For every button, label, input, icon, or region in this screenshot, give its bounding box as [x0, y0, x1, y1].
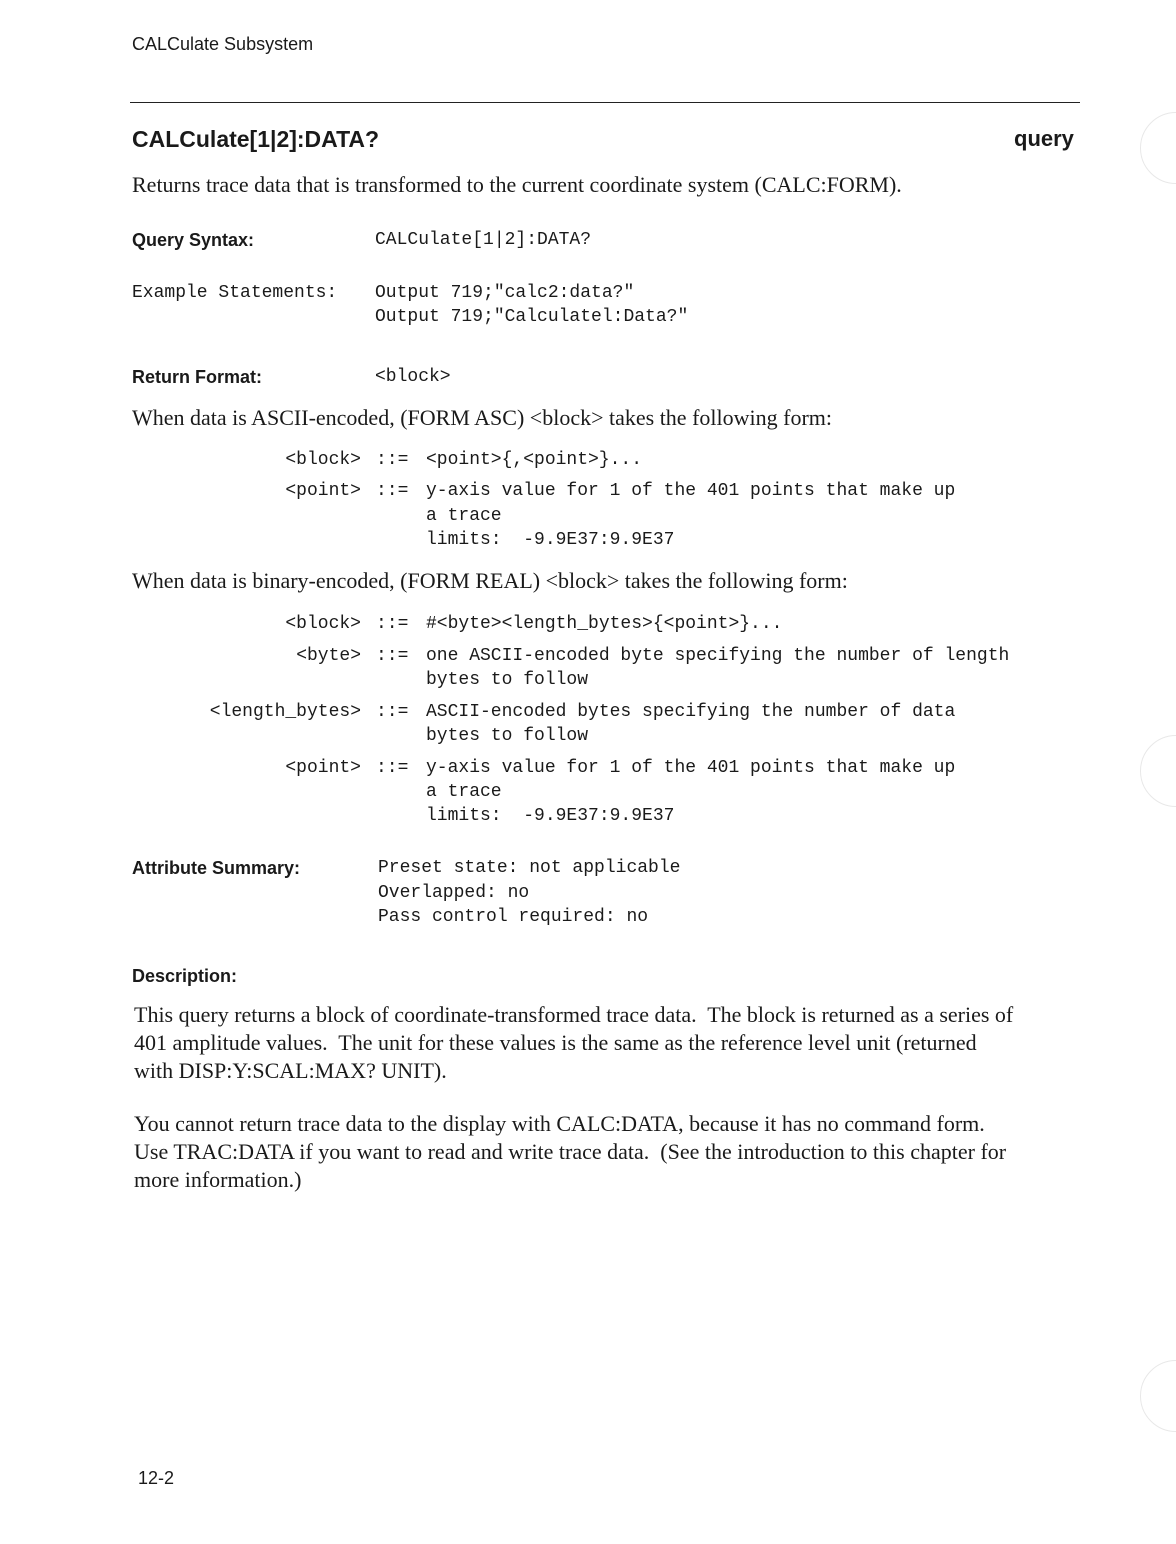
header-rule: [130, 102, 1080, 103]
query-syntax-value: CALCulate[1|2]:DATA?: [375, 230, 592, 250]
ascii-block-def: <point>{,<point>}...: [426, 450, 643, 470]
binary-block-def: #<byte><length_bytes>{<point>}...: [426, 614, 783, 634]
binary-length-bytes-def-1: ASCII-encoded bytes specifying the number of data: [426, 702, 956, 722]
command-intro: Returns trace data that is transformed to the current coordinate system (CALC:FORM).: [132, 172, 902, 197]
binary-section-intro: When data is binary-encoded, (FORM REAL) <block> takes the following form:: [132, 568, 848, 593]
example-line-1: Output 719;"calc2:data?": [375, 283, 635, 303]
binary-point-def-1: y-axis value for 1 of the 401 points that make up: [426, 758, 956, 778]
page-number: 12-2: [138, 1468, 175, 1488]
binary-byte-sep: ::=: [376, 646, 409, 666]
description-para2-line2: Use TRAC:DATA if you want to read and write trace data. (See the introduction to this chapter for: [134, 1139, 1007, 1164]
attribute-summary-label: Attribute Summary:: [132, 858, 301, 878]
ascii-point-def-2: a trace: [426, 506, 502, 526]
description-para1-line1: This query returns a block of coordinate-transformed trace data. The block is returned as a series of: [134, 1002, 1014, 1027]
binary-point-term: <point>: [285, 758, 361, 778]
attribute-line-1: Preset state: not applicable: [378, 858, 681, 878]
command-type-label: query: [1014, 126, 1074, 151]
binary-point-def-2: a trace: [426, 782, 502, 802]
binder-hole-middle: [1140, 735, 1176, 807]
binary-length-bytes-term: <length_bytes>: [209, 702, 361, 722]
running-header: CALCulate Subsystem: [132, 34, 314, 54]
binder-hole-top: [1140, 112, 1176, 184]
description-para2-line1: You cannot return trace data to the display with CALC:DATA, because it has no command form.: [134, 1111, 985, 1136]
ascii-point-def-3: limits: -9.9E37:9.9E37: [426, 530, 675, 550]
ascii-point-def-1: y-axis value for 1 of the 401 points that make up: [426, 481, 956, 501]
attribute-line-2: Overlapped: no: [378, 883, 530, 903]
example-statements-label: Example Statements:: [132, 283, 338, 303]
ascii-block-sep: ::=: [376, 450, 409, 470]
return-format-label: Return Format:: [132, 367, 262, 387]
return-format-value: <block>: [375, 367, 451, 387]
binder-hole-bottom: [1140, 1360, 1176, 1432]
description-label: Description:: [132, 966, 238, 986]
description-para2-line3: more information.): [134, 1167, 302, 1192]
ascii-section-intro: When data is ASCII-encoded, (FORM ASC) <block> takes the following form:: [132, 405, 832, 430]
binary-block-sep: ::=: [376, 614, 409, 634]
binary-point-sep: ::=: [376, 758, 409, 778]
description-para1-line2: 401 amplitude values. The unit for these values is the same as the reference level unit (returned: [134, 1030, 977, 1055]
binary-block-term: <block>: [285, 614, 361, 634]
command-title: CALCulate[1|2]:DATA?: [132, 126, 380, 152]
binary-byte-term: <byte>: [296, 646, 361, 666]
binary-length-bytes-def-2: bytes to follow: [426, 726, 589, 746]
ascii-block-term: <block>: [285, 450, 361, 470]
binary-byte-def-2: bytes to follow: [426, 670, 589, 690]
ascii-point-sep: ::=: [376, 481, 409, 501]
binary-byte-def-1: one ASCII-encoded byte specifying the number of length: [426, 646, 1010, 666]
ascii-point-term: <point>: [285, 481, 361, 501]
example-line-2: Output 719;"Calculatel:Data?": [375, 307, 689, 327]
attribute-line-3: Pass control required: no: [378, 907, 649, 927]
query-syntax-label: Query Syntax:: [132, 230, 255, 250]
description-para1-line3: with DISP:Y:SCAL:MAX? UNIT).: [134, 1058, 447, 1083]
binary-point-def-3: limits: -9.9E37:9.9E37: [426, 806, 675, 826]
binary-length-bytes-sep: ::=: [376, 702, 409, 722]
